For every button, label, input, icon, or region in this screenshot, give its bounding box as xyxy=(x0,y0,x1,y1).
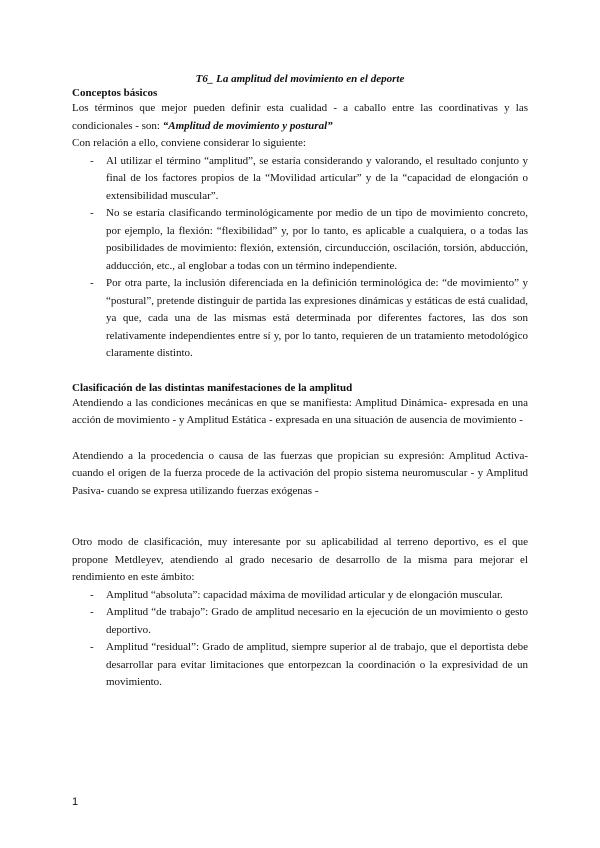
section-heading-clasificacion: Clasificación de las distintas manifestaciones de la amplitud xyxy=(72,381,353,394)
list-item xyxy=(72,604,528,639)
list-item xyxy=(72,639,528,692)
intro-text: Los términos que mejor pueden definir esta cualidad - a caballo entre las coordinativas y las condicionales - son: xyxy=(72,102,528,132)
intro-paragraph xyxy=(72,100,528,135)
list-item-text: Amplitud “absoluta”: capacidad máxima de movilidad articular y de elongación muscular. xyxy=(106,588,503,601)
list-item-text: Por otra parte, la inclusión diferenciada en la definición terminológica de: “de movimiento” y “postural”, pretende distinguir de partida las expresiones dinámicas y estáticas de está cualidad, ya que, cada una de las mismas está determinada por diferentes factores, las dos son relativamente independientes entre sí y, por lo tanto, requieren de un tratamiento metodológico claramente distinto. xyxy=(106,277,528,359)
lead-paragraph: Con relación a ello, conviene considerar lo siguiente: xyxy=(72,137,306,149)
concepts-list xyxy=(72,153,528,363)
list-item-text: Amplitud “residual”: Grado de amplitud, siempre superior al de trabajo, que el deportista debe desarrollar para evitar limitaciones que entorpezcan la coordinación o la expresividad de un movimiento. xyxy=(106,641,528,688)
intro-bold-term: “Amplitud de movimiento y postural” xyxy=(162,119,333,132)
list-marker: - xyxy=(90,641,94,653)
list-item xyxy=(72,275,528,363)
list-item xyxy=(72,153,528,206)
list-marker: - xyxy=(90,588,94,601)
list-item-text: Al utilizar el término “amplitud”, se estaría considerando y valorando, el resultado conjunto y final de los factores propios de la “Movilidad articular” y de la “capacidad de elongación o extensibilidad muscular”. xyxy=(106,154,528,202)
list-marker: - xyxy=(90,277,94,289)
classification-list xyxy=(72,587,528,692)
paragraph-metdleyev: Otro modo de clasificación, muy interesante por su aplicabilidad al terreno deportivo, es el que propone Metdleyev, atendiendo al grado necesario de desarrollo de la misma para mejorar el rendimiento en este ámbito: xyxy=(72,536,528,583)
page-title: T6_ La amplitud del movimiento en el deporte xyxy=(195,73,405,85)
list-item-text: No se estaría clasificando terminológicamente por medio de un tipo de movimiento concreto, por ejemplo, la flexión: “flexibilidad” y, por lo tanto, es aplicable a cualquiera, o a todas las posibilidades de movimiento: flexión, extensión, circunducción, oscilación, torsión, abducción, adducción, etc., al englobar a todas con un término independiente. xyxy=(106,207,528,272)
page-number: 1 xyxy=(72,796,79,808)
paragraph-procedencia: Atendiendo a la procedencia o causa de las fuerzas que propician su expresión: Amplitud Activa- cuando el origen de la fuerza procede de la activación del propio sistema neuromuscular - y Amplitud Pasiva- cuando se expresa utilizando fuerzas exógenas - xyxy=(72,449,528,497)
section-heading-conceptos: Conceptos básicos xyxy=(72,87,158,99)
list-item xyxy=(72,205,528,275)
paragraph-mecanicas: Atendiendo a las condiciones mecánicas en que se manifiesta: Amplitud Dinámica- expresada en una acción de movimiento - y Amplitud Estática - expresada en una situación de ausencia de movimiento - xyxy=(72,396,528,426)
list-item xyxy=(72,587,528,605)
list-marker: - xyxy=(90,154,94,167)
document-page xyxy=(72,72,528,692)
list-item-text: Amplitud “de trabajo”: Grado de amplitud necesario en la ejecución de un movimiento o gesto deportivo. xyxy=(106,606,528,636)
list-marker: - xyxy=(90,207,94,219)
list-marker: - xyxy=(90,606,94,618)
